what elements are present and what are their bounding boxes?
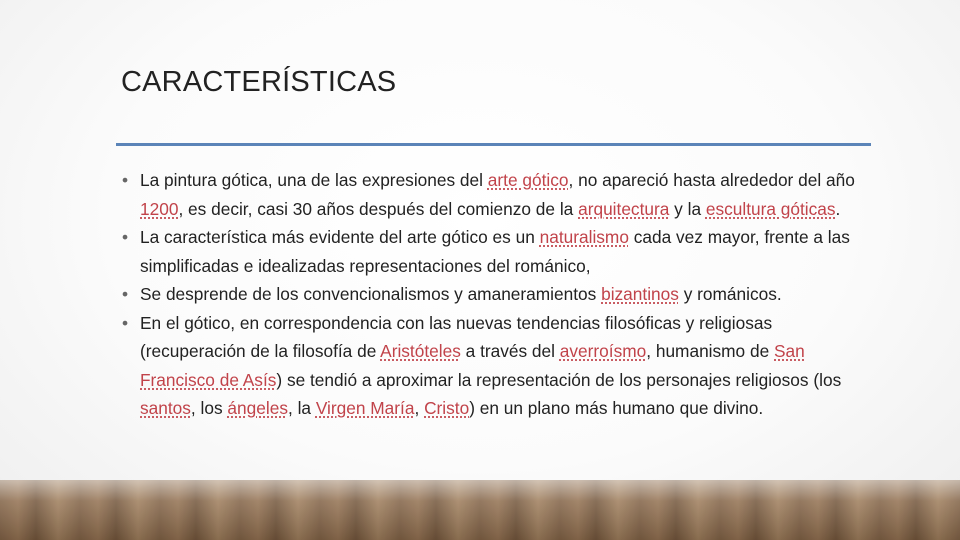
link-santos[interactable]: santos — [140, 398, 191, 418]
link-arquitectura[interactable]: arquitectura — [578, 198, 670, 219]
text: , los — [190, 398, 228, 418]
title-divider — [116, 143, 871, 146]
text: , — [414, 398, 425, 418]
keyword-pintura-gotica: pintura gótica — [164, 170, 268, 190]
link-aristoteles[interactable]: Aristóteles — [380, 341, 461, 361]
bullet-item-2 — [122, 223, 867, 280]
bullet-item-1 — [122, 166, 867, 223]
link-bizantinos[interactable]: bizantinos — [601, 284, 679, 304]
link-cristo[interactable]: Cristo — [424, 398, 470, 418]
bullet-item-3 — [122, 280, 867, 309]
text: y románicos. — [678, 284, 782, 304]
bullet-dot-icon: • — [122, 312, 129, 333]
text: En el gótico, en correspondencia con las nuevas tendencias filosóficas y religiosas (recuperación de la filosofía de — [140, 312, 773, 361]
link-arte-gotico[interactable]: arte gótico — [487, 170, 569, 190]
bullet-dot-icon: • — [122, 284, 129, 304]
text: ) en un plano más humano que divino. — [469, 398, 764, 418]
text: Se desprende de los convencionalismos y amaneramientos — [140, 284, 602, 304]
text: . — [835, 198, 841, 219]
text: , una de las expresiones del — [267, 170, 488, 190]
text: , no apareció hasta alrededor del año — [568, 170, 855, 190]
text: cada vez mayor, frente a las simplificadas e idealizadas representaciones del románico, — [140, 227, 850, 276]
text: , la — [287, 398, 316, 418]
link-naturalismo[interactable]: naturalismo — [539, 227, 629, 247]
text: ) se tendió a aproximar la representación de los personajes religiosos (los — [276, 369, 842, 390]
text: y la — [669, 198, 706, 219]
text: La característica más evidente del arte gótico es un — [140, 227, 540, 247]
wood-floor-background — [0, 480, 960, 540]
text: , humanismo de — [646, 341, 774, 361]
link-averroismo[interactable]: averroísmo — [559, 341, 647, 361]
link-1200[interactable]: 1200 — [140, 198, 179, 219]
link-escultura-goticas[interactable]: escultura góticas — [705, 198, 836, 219]
link-virgen-maria[interactable]: Virgen María — [315, 398, 415, 418]
text: a través del — [460, 341, 560, 361]
link-angeles[interactable]: ángeles — [227, 398, 288, 418]
bullet-item-4 — [122, 309, 867, 423]
link-san-francisco-de-asis[interactable]: San Francisco de Asís — [140, 341, 805, 390]
bullet-dot-icon: • — [122, 227, 129, 247]
text: , es decir, casi 30 años después del comienzo de la — [178, 198, 579, 219]
bullet-dot-icon: • — [122, 170, 129, 190]
slide-title: CARACTERÍSTICAS — [121, 66, 397, 98]
text: La — [140, 170, 165, 190]
bullet-list — [122, 166, 867, 423]
